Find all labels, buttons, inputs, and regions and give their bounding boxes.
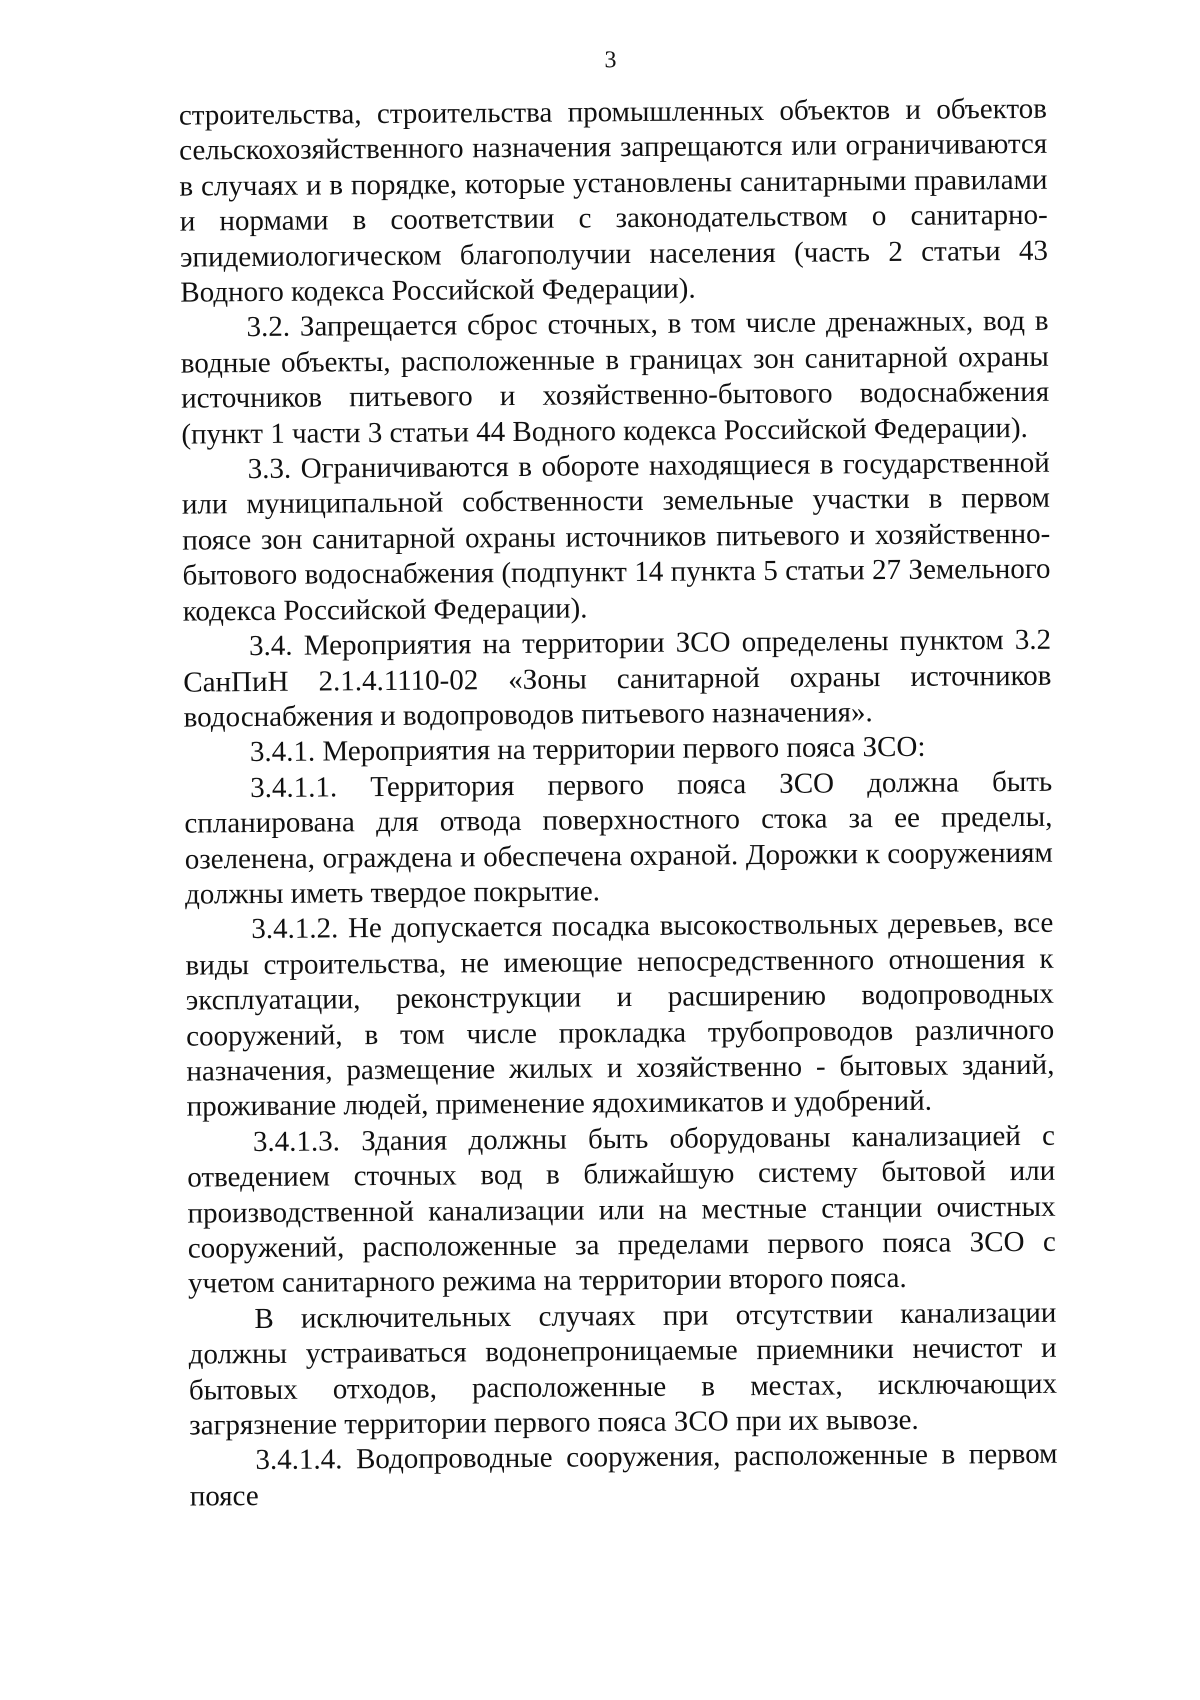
paragraph-3-4-1: 3.4.1. Мероприятия на территории первого пояса ЗСО: [249,731,926,769]
document-body [179,92,1058,1515]
paragraph-exceptional-cases: В исключительных случаях при отсутствии канализации должны устраиваться водонепроницаемые приемники нечистот и бытовых отходов, расположенные в местах, исключающих загрязнение территории первого пояса ЗСО при их вывозе. [188,1296,1058,1442]
paragraph-3-2: 3.2. Запрещается сброс сточных, в том числе дренажных, вод в водные объекты, расположенные в границах зон санитарной охраны источников питьевого и хозяйственно-бытового водоснабжения (пункт 1 части 3 статьи 44 Водного кодекса Российской Федерации). [180,305,1050,451]
paragraph-3-4-1-2: 3.4.1.2. Не допускается посадка высокоствольных деревьев, все виды строительства, не имеющие непосредственного отношения к эксплуатации, реконструкции и расширению водопроводных сооружений, в том числе прокладка трубопроводов различного назначения, размещение жилых и хозяйственно - бытовых зданий, проживание людей, применение ядохимикатов и удобрений. [185,907,1055,1123]
paragraph-3-4-1-4: 3.4.1.4. Водопроводные сооружения, расположенные в первом поясе [189,1438,1058,1513]
paragraph-3-4: 3.4. Мероприятия на территории ЗСО определены пунктом 3.2 СанПиН 2.1.4.1110-02 «Зоны санитарной охраны источников водоснабжения и водопроводов питьевого назначения». [183,623,1052,734]
paragraph-continuation: строительства, строительства промышленных объектов и объектов сельскохозяйственного назначения запрещаются или ограничиваются в случаях и в порядке, которые установлены санитарными правилами и нормами в соответствии с законодательством о санитарно-эпидемиологическом благополучии населения (часть 2 статьи 43 Водного кодекса Российской Федерации). [178,92,1049,309]
page-number: 3 [604,47,617,74]
paragraph-3-4-1-3: 3.4.1.3. Здания должны быть оборудованы канализацией с отведением сточных вод в ближайшую систему бытовой или производственной канализации или на местные станции очистных сооружений, расположенные за пределами первого пояса ЗСО с учетом санитарного режима на территории второго пояса. [187,1119,1056,1300]
paragraph-3-4-1-1: 3.4.1.1. Территория первого пояса ЗСО должна быть спланирована для отвода поверхностного стока за ее пределы, озеленена, ограждена и обеспечена охраной. Дорожки к сооружениям должны иметь твердое покрытие. [184,765,1053,911]
paragraph-3-3: 3.3. Ограничиваются в обороте находящиеся в государственной или муниципальной собственности земельные участки в первом поясе зон санитарной охраны источников питьевого и хозяйственно-бытового водоснабжения (подпункт 14 пункта 5 статьи 27 Земельного кодекса Российской Федерации). [181,446,1051,628]
